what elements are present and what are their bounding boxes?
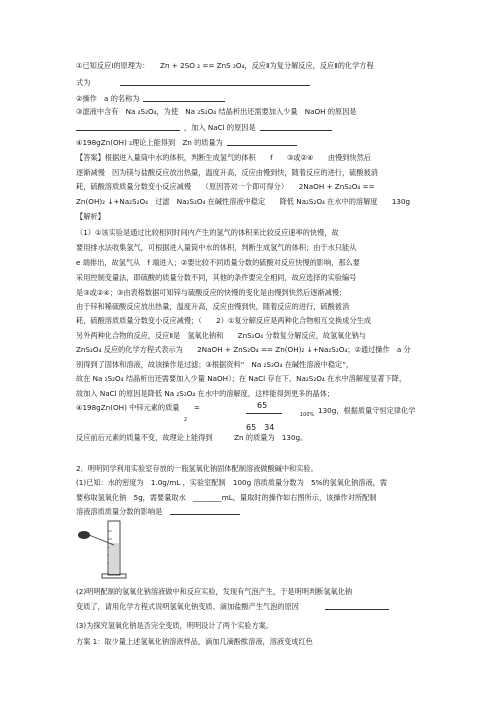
text-line-3: ②操作 a 的名称为	[76, 94, 225, 103]
analysis-line-2: 要用排水法收集氢气，可根据进入量筒中水的体积，判断生成氢气的体积；由于水只能从	[76, 243, 357, 252]
analysis-line-3: e 端排出，故氢气从 f 端进入；②要比较不同质量分数的硫酸对反应快慢的影响，那么要	[76, 258, 360, 267]
analysis-heading: 【解析】	[76, 212, 105, 221]
answer-blank[interactable]	[120, 78, 310, 86]
analysis-line-13: ④198gZn(OH) 中锌元素的质量 =	[76, 403, 200, 412]
analysis-line-5: 是③或②④；③由表格数据可知锌与硫酸反应的快慢的变化是由慢到快然后逐渐减慢；	[76, 288, 347, 297]
fraction-subscript: 2	[184, 417, 188, 423]
analysis-line-14: 130g，根据质量守恒定律化学	[318, 406, 416, 415]
answer-blank[interactable]	[76, 123, 180, 131]
text-line-2: 式为	[76, 78, 310, 87]
question-2-line-6: (3)为探究氢氧化钠是否完全变质，明明设计了两个实验方案。	[76, 621, 274, 630]
analysis-line-12: 故加入 NaCl 的原因是降低 Na ₂S₂O₄ 在水中的溶解度，这样能得到更多的晶体；	[76, 389, 335, 398]
fraction-bar	[246, 413, 282, 414]
fraction-denominator: 65 34	[246, 423, 275, 432]
answer-line-3: 耗，硫酸溶质质量分数变小反应减慢 （原因答对一个即可得分） 2NaOH + ZnS₂O₄ ==	[76, 182, 375, 191]
analysis-line-6: 由于锌和稀硫酸反应放出热量，温度升高，反应由慢到快，随着反应的进行，硫酸被消	[76, 302, 350, 311]
answer-blank[interactable]	[260, 123, 332, 131]
graduated-cylinder-illustration	[76, 517, 132, 581]
answer-line-2: 逐渐减慢 因为镁与盐酸反应放出热量，温度升高，反应由慢到快，随着反应的进行，硫酸被消	[76, 168, 378, 177]
fraction-percent: 100%	[300, 412, 315, 418]
analysis-line-1: （1）①该实验是通过比较相同时间内产生的氢气的体积来比较反应速率的快慢，故	[76, 228, 339, 237]
answer-blank[interactable]	[143, 94, 225, 102]
analysis-line-4: 采用控制变量法，即硫酸的质量分数不同，其他的条件要完全相同，故应选择的实验编号	[76, 273, 357, 282]
question-2-line-7: 方案 1：取少量上述氢氧化钠溶液样品，滴加几滴酚酞溶液，溶液变成红色	[76, 637, 313, 646]
answer-blank[interactable]	[325, 602, 389, 610]
analysis-line-8: 另外两种化合物的反应，反应Ⅱ是 氢氧化钠和 ZnS₂O₄ 分数复分解反应，故氢氧化钠与	[76, 331, 367, 340]
fraction-numerator: 65	[257, 401, 268, 410]
question-2-title: 2．明明同学利用实验室存放的一瓶氢氧化钠固体配制溶液做酸碱中和实验。	[76, 464, 318, 473]
text-line-4: ③滤液中含有 Na ₂S₂O₄，为使 Na ₂S₂O₄ 结晶析出还需要加入少量 NaOH 的原因是	[76, 107, 357, 116]
question-2-line-1: (1)已知：水的密度为 1.0g/mL ，实验室配制 100g 溶质质量分数为 5%的氢氧化钠溶液，需	[76, 478, 388, 487]
analysis-line-11: 故在 Na ₂S₂O₄ 结晶析出还需要加入少量 NaOH）；在 NaCl 存在下，Na₂S₂O₄ 在水中溶解度显著下降，	[76, 374, 407, 383]
answer-blank[interactable]	[227, 138, 297, 146]
analysis-line-15: 反应前后元素的质量不变，故理论上能得到 Zn 的质量为 130g。	[76, 433, 308, 442]
analysis-line-10: 别得到了固体和溶液，故该操作是过滤；③根据资料“ Na ₂S₂O₄ 在碱性溶液中稳定”，	[76, 360, 354, 369]
question-2-line-2: 要称取氢氧化钠 5g，需要量取水 ________mL，量取时的操作如右图所示，该操作对所配制	[76, 493, 377, 502]
text-line-1: ①已知反应Ⅰ的原理为： Zn + 2SO ₂ == ZnS ₂O₄，反应Ⅱ为复分解反应，反应Ⅱ的化学方程	[76, 61, 374, 70]
question-2-line-5: 变质了，请用化学方程式说明氢氧化钠变质、滴加盐酸产生气泡的原因	[76, 602, 389, 611]
text-line-5: ，加入 NaCl 的原因是	[76, 123, 332, 132]
question-2-line-3: 溶液溶质质量分数的影响是	[76, 507, 240, 516]
answer-line-4: Zn(OH)₂ ↓+Na₂S₂O₄ 过滤 Na₂S₂O₄ 在碱性溶液中稳定 降低 Na₂S₂O₄ 在水中的溶解度 130g	[76, 197, 411, 206]
answer-blank[interactable]	[170, 507, 240, 515]
text-line-6: ④198gZn(OH) ₂理论上能得到 Zn 的质量为	[76, 138, 297, 147]
question-2-line-4: (2)明明配制的氢氧化钠溶液做中和反应实验，发现有气泡产生，于是明明判断氢氧化钠	[76, 587, 353, 596]
analysis-line-7: 耗，硫酸溶质质量分数变小反应减慢；（ 2）①复分解反应是两种化合物相互交换成分生成	[76, 316, 371, 325]
analysis-line-9: ZnS₂O₄ 反应的化学方程式表示为 2NaOH + ZnS₂O₄ == Zn(OH)₂ ↓+Na₂S₂O₄；②通过操作 a 分	[76, 345, 411, 354]
answer-line-1: 【答案】根据进入量筒中水的体积，判断生成氢气的体积 f ③或②④ 由慢到快然后	[76, 153, 371, 162]
